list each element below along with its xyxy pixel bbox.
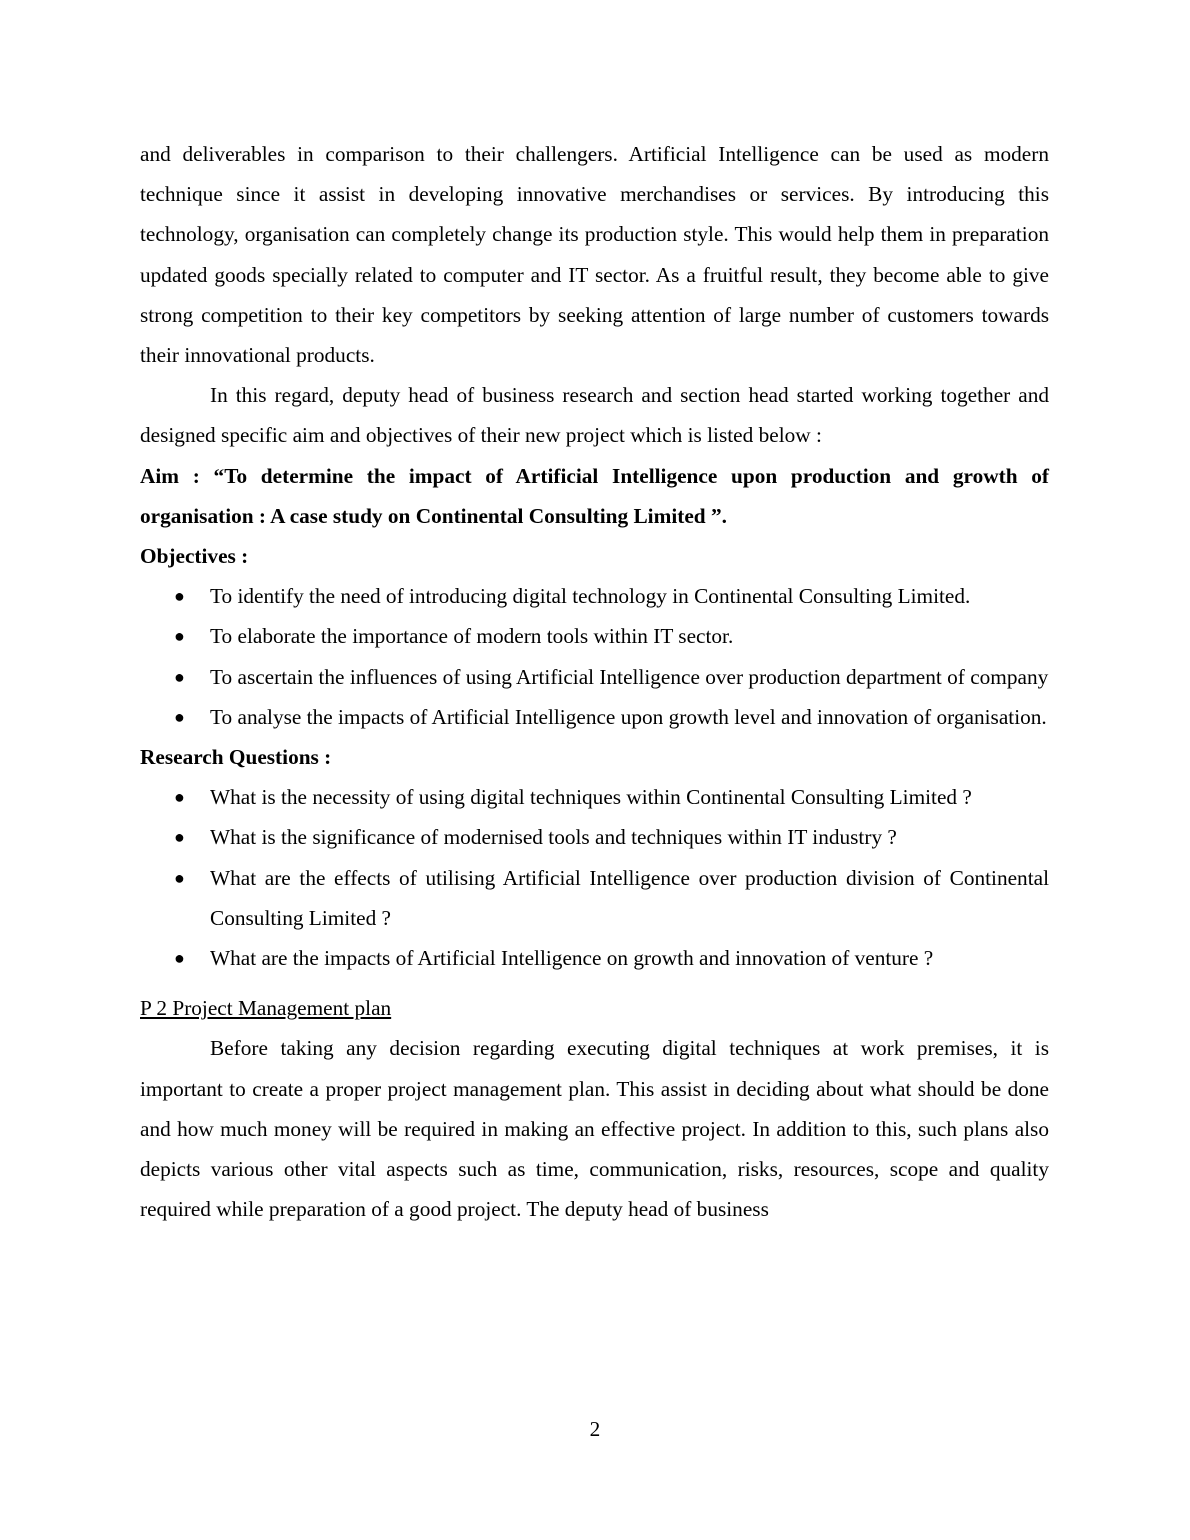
bullet-icon: ● xyxy=(174,666,185,687)
bullet-icon: ● xyxy=(174,626,185,647)
research-questions-list xyxy=(140,777,1049,978)
research-questions-heading: Research Questions : xyxy=(140,745,332,770)
plan-paragraph: Before taking any decision regarding executing digital techniques at work premises, it is important to create a proper project management plan. This assist in deciding about what should be done and how much money will be required in making an effective project. In addition to this, such plans also depicts various other vital aspects such as time, communication, risks, resources, scope and quality required while preparation of a good project. The deputy head of business xyxy=(140,1036,1049,1222)
bullet-icon: ● xyxy=(174,948,185,969)
section-heading-project-management-plan: P 2 Project Management plan xyxy=(140,996,392,1021)
objectives-heading: Objectives : xyxy=(140,544,249,569)
research-question-item xyxy=(140,858,1049,938)
research-question-text: What is the significance of modernised tools and techniques within IT industry ? xyxy=(210,825,897,850)
aim-statement: Aim : “To determine the impact of Artificial Intelligence upon production and growth of organisation : A case study on Continental Consulting Limited ”. xyxy=(140,463,1049,528)
page-number: 2 xyxy=(589,1417,601,1441)
objective-text: To analyse the impacts of Artificial Intelligence upon growth level and innovation of organisation. xyxy=(210,704,1047,729)
objective-item xyxy=(140,657,1049,697)
research-question-text: What are the effects of utilising Artificial Intelligence over production division of Continental Consulting Limited ? xyxy=(210,865,1049,930)
bullet-icon: ● xyxy=(174,586,185,607)
intro-paragraph: and deliverables in comparison to their challengers. Artificial Intelligence can be used as modern technique since it assist in developing innovative merchandises or services. By introducing this technology, organisation can completely change its production style. This would help them in preparation updated goods specially related to computer and IT sector. As a fruitful result, they become able to give strong competition to their key competitors by seeking attention of large number of customers towards their innovational products. xyxy=(140,142,1049,368)
objective-text: To ascertain the influences of using Artificial Intelligence over production department of company xyxy=(210,664,1049,689)
research-question-item xyxy=(140,777,1049,817)
bullet-icon: ● xyxy=(174,787,185,808)
research-question-text: What are the impacts of Artificial Intelligence on growth and innovation of venture ? xyxy=(210,946,934,971)
bullet-icon: ● xyxy=(174,827,185,848)
objective-text: To elaborate the importance of modern tools within IT sector. xyxy=(210,624,734,649)
document-page xyxy=(140,134,1049,1229)
bullet-icon: ● xyxy=(174,706,185,727)
objectives-list xyxy=(140,576,1049,737)
objective-item xyxy=(140,576,1049,616)
objective-item xyxy=(140,616,1049,656)
research-question-item xyxy=(140,938,1049,978)
objective-item xyxy=(140,697,1049,737)
research-question-item xyxy=(140,817,1049,857)
bullet-icon: ● xyxy=(174,867,185,888)
regard-paragraph: In this regard, deputy head of business research and section head started working together and designed specific aim and objectives of their new project which is listed below : xyxy=(140,383,1049,448)
research-question-text: What is the necessity of using digital techniques within Continental Consulting Limited ? xyxy=(210,785,972,810)
objective-text: To identify the need of introducing digital technology in Continental Consulting Limited. xyxy=(210,584,971,609)
